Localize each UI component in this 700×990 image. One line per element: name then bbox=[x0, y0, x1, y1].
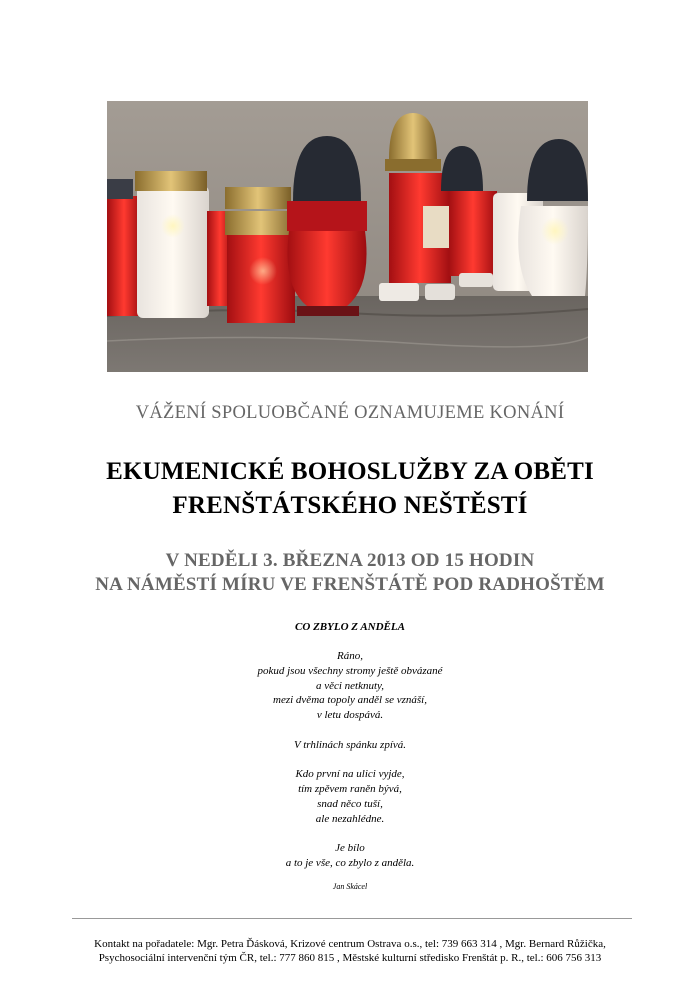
poem-line: mezi dvěma topoly anděl se vznáší, bbox=[273, 694, 427, 707]
poem-line: a věci netknuty, bbox=[315, 679, 385, 692]
poem-line: pokud jsou všechny stromy ještě obvázané bbox=[257, 664, 443, 677]
poem-stanza bbox=[0, 767, 700, 826]
poem-line: Ráno, bbox=[337, 650, 363, 662]
event-date: V NEDĚLI 3. BŘEZNA 2013 OD 15 HODIN bbox=[165, 550, 535, 571]
contact-info bbox=[0, 937, 700, 965]
candles-photo bbox=[107, 101, 588, 372]
poem-stanza bbox=[0, 738, 700, 753]
poem-line: snad něco tuší, bbox=[317, 797, 383, 810]
poem-line: V trhlinách spánku zpívá. bbox=[293, 738, 407, 751]
poem bbox=[0, 649, 700, 886]
poem-line: tím zpěvem raněn bývá, bbox=[298, 783, 402, 796]
poem-stanza bbox=[0, 649, 700, 723]
title-line-1: EKUMENICKÉ BOHOSLUŽBY ZA OBĚTI bbox=[106, 458, 594, 485]
poem-title: CO ZBYLO Z ANDĚLA bbox=[295, 621, 405, 633]
poem-line: v letu dospává. bbox=[316, 709, 384, 722]
divider bbox=[72, 918, 632, 919]
poem-line: Kdo první na ulici vyjde, bbox=[295, 768, 405, 781]
poem-line: Je bílo bbox=[335, 842, 365, 855]
contact-line-1: Kontakt na pořadatele: Mgr. Petra Ďásková, Krizové centrum Ostrava o.s., tel: 739 663 314 , Mgr. Bernard Růžička, bbox=[94, 938, 606, 950]
poem-stanza bbox=[0, 841, 700, 871]
poem-line: ale nezahlédne. bbox=[315, 812, 385, 825]
event-place: NA NÁMĚSTÍ MÍRU VE FRENŠTÁTĚ POD RADHOŠTĚM bbox=[95, 574, 605, 595]
poem-author: Jan Skácel bbox=[332, 882, 368, 891]
event-title bbox=[0, 455, 700, 523]
event-date-place bbox=[0, 549, 700, 597]
intro-line: VÁŽENÍ SPOLUOBČANÉ OZNAMUJEME KONÁNÍ bbox=[135, 403, 565, 423]
title-line-2: FRENŠTÁTSKÉHO NEŠTĚSTÍ bbox=[172, 492, 528, 519]
contact-line-2: Psychosociální intervenční tým ČR, tel.: 777 860 815 , Městské kulturní středisko Frenštát p. R., tel.: 606 756 313 bbox=[98, 952, 602, 964]
poem-line: a to je vše, co zbylo z anděla. bbox=[285, 857, 415, 870]
